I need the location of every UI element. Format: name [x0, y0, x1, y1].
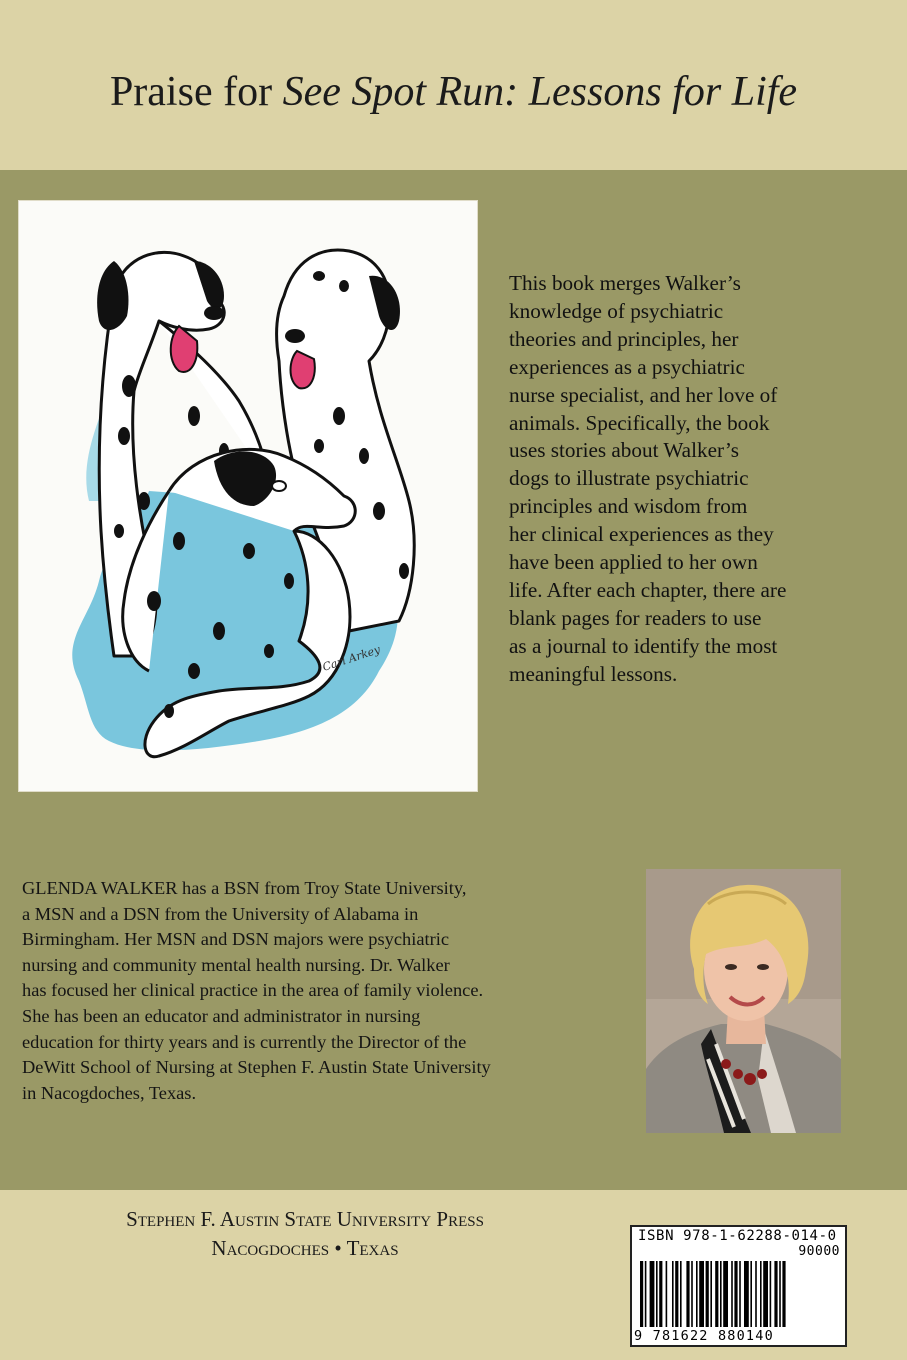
- barcode-bar: [691, 1261, 693, 1327]
- barcode-bar: [739, 1261, 741, 1327]
- isbn-number: ISBN 978-1-62288-014-0: [638, 1228, 837, 1244]
- bio-line: DeWitt School of Nursing at Stephen F. Austin State University: [22, 1057, 491, 1078]
- barcode-bar: [706, 1261, 709, 1327]
- barcode-bar: [715, 1261, 718, 1327]
- publisher-location: Nacogdoches • Texas: [211, 1236, 399, 1260]
- barcode-bars: [640, 1261, 840, 1327]
- bio-line: education for thirty years and is currently the Director of the: [22, 1031, 467, 1052]
- bio-line: has focused her clinical practice in the area of family violence.: [22, 980, 484, 1001]
- bio-line: GLENDA WALKER has a BSN from Troy State University,: [22, 878, 467, 898]
- barcode-bar: [750, 1261, 752, 1327]
- description-line: knowledge of psychiatric: [509, 298, 724, 323]
- description-line: This book merges Walker’s: [509, 271, 741, 295]
- barcode-bar: [680, 1261, 682, 1327]
- barcode-bar: [760, 1261, 762, 1327]
- barcode-bar: [656, 1261, 658, 1327]
- description-line: meaningful lessons.: [509, 661, 678, 686]
- barcode-bar: [666, 1261, 668, 1327]
- barcode-bar: [720, 1261, 722, 1327]
- bio-line: Birmingham. Her MSN and DSN majors were psychiatric: [22, 929, 449, 950]
- dalmatians-drawing: [19, 201, 477, 791]
- bio-line: a MSN and a DSN from the University of Alabama in: [22, 903, 419, 924]
- description-line: theories and principles, her: [509, 326, 739, 351]
- description-line: nurse specialist, and her love of: [509, 382, 778, 407]
- description-line: as a journal to identify the most: [509, 633, 778, 658]
- barcode-bar: [770, 1261, 772, 1327]
- description-line: experiences as a psychiatric: [509, 354, 745, 379]
- description-line: principles and wisdom from: [509, 494, 748, 519]
- publisher-imprint: [0, 1205, 610, 1263]
- barcode-bar: [650, 1261, 655, 1327]
- barcode-bar: [782, 1261, 785, 1327]
- publisher-name: Stephen F. Austin State University Press: [126, 1207, 484, 1231]
- barcode-bar: [734, 1261, 737, 1327]
- barcode-bar: [744, 1261, 749, 1327]
- barcode-bar: [699, 1261, 704, 1327]
- barcode-bar: [763, 1261, 768, 1327]
- bio-line: nursing and community mental health nursing. Dr. Walker: [22, 954, 450, 975]
- bio-line: in Nacogdoches, Texas.: [22, 1082, 197, 1103]
- barcode-bar: [640, 1261, 643, 1327]
- barcode-bar: [645, 1261, 647, 1327]
- description-line: dogs to illustrate psychiatric: [509, 466, 749, 491]
- description-line: blank pages for readers to use: [509, 605, 762, 630]
- dalmatian-illustration: [18, 200, 478, 792]
- barcode-bar: [675, 1261, 678, 1327]
- description-line: animals. Specifically, the book: [509, 410, 770, 435]
- artist-signature: Cari Arkey: [320, 642, 382, 674]
- description-line: life. After each chapter, there are: [509, 577, 787, 602]
- book-title: See Spot Run: Lessons for Life: [282, 69, 798, 115]
- description-line: have been applied to her own: [509, 550, 758, 575]
- description-line: her clinical experiences as they: [509, 522, 774, 547]
- barcode-bar: [774, 1261, 777, 1327]
- price-code: 90000: [798, 1244, 840, 1259]
- barcode-bar: [755, 1261, 757, 1327]
- bio-line: She has been an educator and administrator in nursing: [22, 1005, 421, 1026]
- book-description: [509, 270, 854, 689]
- barcode-bar: [710, 1261, 712, 1327]
- author-photo: [646, 869, 841, 1133]
- barcode-bar: [672, 1261, 674, 1327]
- title-prefix: Praise for: [109, 69, 283, 115]
- ean-number: 9 781622 880140: [634, 1328, 774, 1344]
- isbn-barcode: [630, 1225, 847, 1347]
- barcode-bar: [779, 1261, 781, 1327]
- page-title: [0, 66, 907, 118]
- description-line: uses stories about Walker’s: [509, 438, 739, 463]
- barcode-bar: [731, 1261, 733, 1327]
- barcode-bar: [659, 1261, 662, 1327]
- barcode-bar: [723, 1261, 728, 1327]
- barcode-bar: [686, 1261, 689, 1327]
- author-bio: [22, 876, 634, 1106]
- barcode-bar: [696, 1261, 698, 1327]
